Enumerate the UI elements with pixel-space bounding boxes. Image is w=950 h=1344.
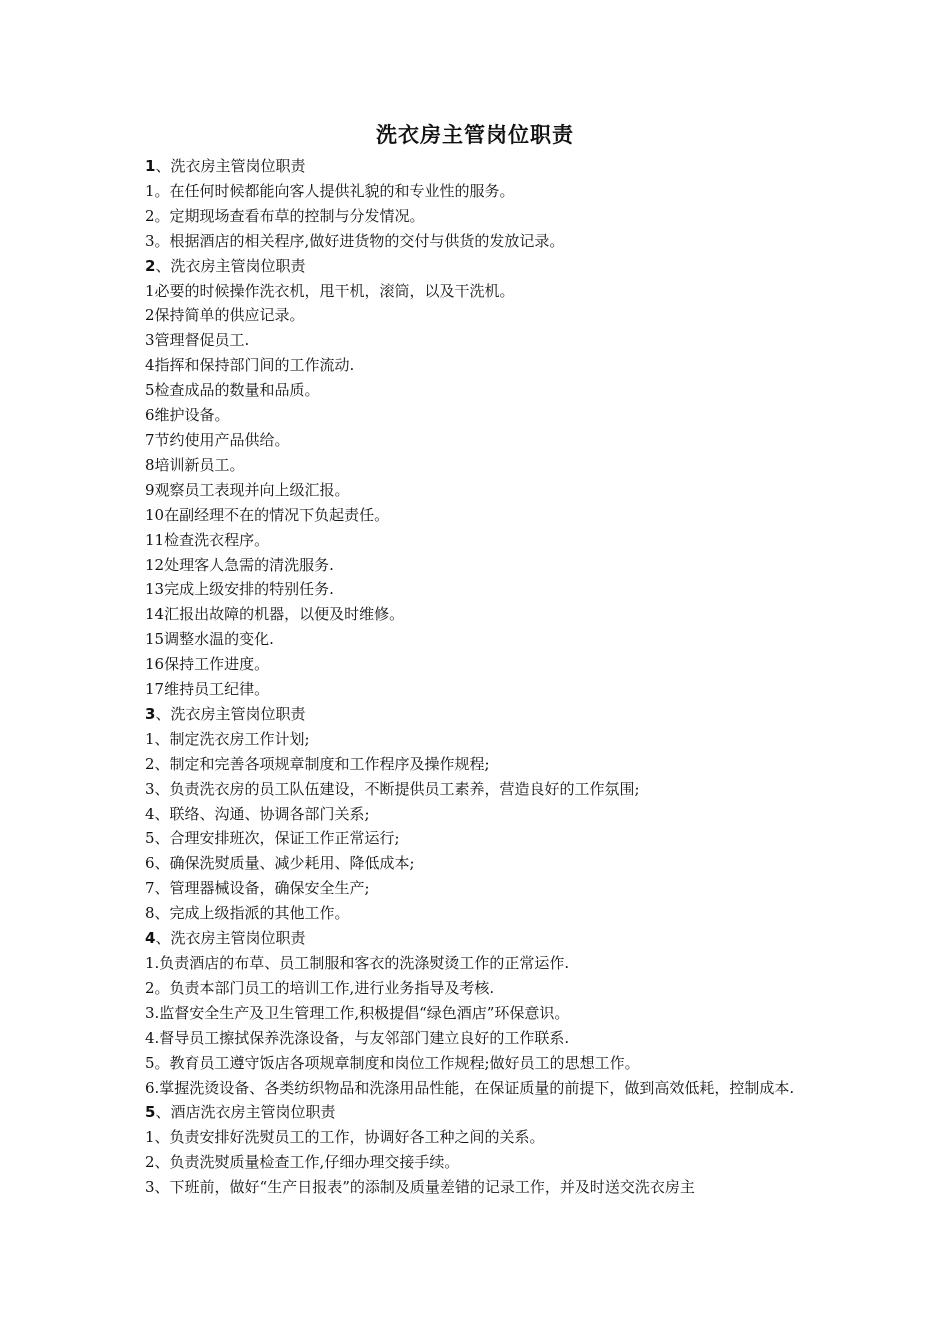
list-item: 7、管理器械设备，确保安全生产; — [145, 879, 370, 898]
section-heading-text: 、洗衣房主管岗位职责 — [155, 704, 306, 723]
document-title: 洗衣房主管岗位职责 — [376, 122, 574, 147]
list-item: 9观察员工表现并向上级汇报。 — [145, 480, 350, 499]
list-item: 4、联络、沟通、协调各部门关系; — [145, 804, 370, 823]
list-item: 5、合理安排班次，保证工作正常运行; — [145, 829, 400, 848]
list-item: 2。定期现场查看布草的控制与分发情况。 — [145, 206, 425, 225]
section-number: 2 — [145, 256, 156, 275]
list-item: 12处理客人急需的清洗服务. — [145, 555, 334, 574]
list-item: 5。教育员工遵守饭店各项规章制度和岗位工作规程;做好员工的思想工作。 — [145, 1053, 640, 1072]
list-item: 2、制定和完善各项规章制度和工作程序及操作规程; — [145, 754, 490, 773]
list-item: 3、下班前，做好“生产日报表”的添制及质量差错的记录工作，并及时送交洗衣房主 — [145, 1178, 695, 1197]
list-item: 4.督导员工擦拭保养洗涤设备，与友邻部门建立良好的工作联系. — [145, 1028, 570, 1047]
list-item: 7节约使用产品供给。 — [145, 430, 290, 449]
section-heading — [145, 702, 805, 727]
list-item: 6维护设备。 — [145, 406, 230, 425]
section-heading-text: 、洗衣房主管岗位职责 — [155, 929, 306, 948]
list-item: 3.监督安全生产及卫生管理工作,积极提倡“绿色酒店”环保意识。 — [145, 1003, 570, 1022]
section-number: 5 — [145, 1103, 156, 1122]
section-heading — [145, 254, 805, 279]
list-item: 17维持员工纪律。 — [145, 680, 270, 699]
list-item: 3管理督促员工. — [145, 331, 250, 350]
list-item: 1.负责酒店的布草、员工制服和客衣的洗涤熨烫工作的正常运作. — [145, 954, 570, 972]
list-item: 11检查洗衣程序。 — [145, 530, 270, 549]
section-number: 1 — [145, 157, 156, 175]
document-page — [145, 120, 805, 1200]
list-item: 1。在任何时候都能向客人提供礼貌的和专业性的服务。 — [145, 181, 515, 200]
section-number: 3 — [145, 704, 156, 723]
section-heading-text: 、洗衣房主管岗位职责 — [155, 157, 306, 175]
list-item: 2保持简单的供应记录。 — [145, 306, 305, 325]
list-item: 2。负责本部门员工的培训工作,进行业务指导及考核. — [145, 978, 495, 997]
list-item: 1必要的时候操作洗衣机，甩干机，滚筒，以及干洗机。 — [145, 281, 515, 300]
list-item: 6、确保洗熨质量、减少耗用、降低成本; — [145, 854, 415, 873]
list-item: 1、制定洗衣房工作计划; — [145, 729, 310, 748]
list-item: 1、负责安排好洗熨员工的工作，协调好各工种之间的关系。 — [145, 1128, 545, 1147]
list-item: 8培训新员工。 — [145, 455, 245, 474]
list-item: 6.掌握洗烫设备、各类纺织物品和洗涤用品性能，在保证质量的前提下，做到高效低耗，控制成本. — [145, 1078, 795, 1097]
section-number: 4 — [145, 929, 156, 948]
list-item: 13完成上级安排的特别任务. — [145, 580, 334, 599]
list-item: 16保持工作进度。 — [145, 655, 270, 674]
list-item: 2、负责洗熨质量检查工作,仔细办理交接手续。 — [145, 1153, 460, 1172]
list-item: 14汇报出故障的机器，以便及时维修。 — [145, 605, 405, 624]
list-item: 5检查成品的数量和品质。 — [145, 381, 320, 400]
list-item: 10在副经理不在的情况下负起责任。 — [145, 505, 390, 524]
list-item: 3。根据酒店的相关程序,做好进货物的交付与供货的发放记录。 — [145, 231, 565, 250]
section-heading — [145, 154, 805, 179]
list-item: 3、负责洗衣房的员工队伍建设，不断提供员工素养，营造良好的工作氛围; — [145, 779, 640, 798]
section-heading-text: 、洗衣房主管岗位职责 — [155, 256, 306, 275]
section-heading — [145, 1100, 805, 1125]
section-heading-text: 、酒店洗衣房主管岗位职责 — [155, 1103, 336, 1122]
list-item: 4指挥和保持部门间的工作流动. — [145, 356, 355, 375]
list-item: 8、完成上级指派的其他工作。 — [145, 904, 350, 923]
section-heading — [145, 926, 805, 951]
list-item: 15调整水温的变化. — [145, 630, 274, 649]
